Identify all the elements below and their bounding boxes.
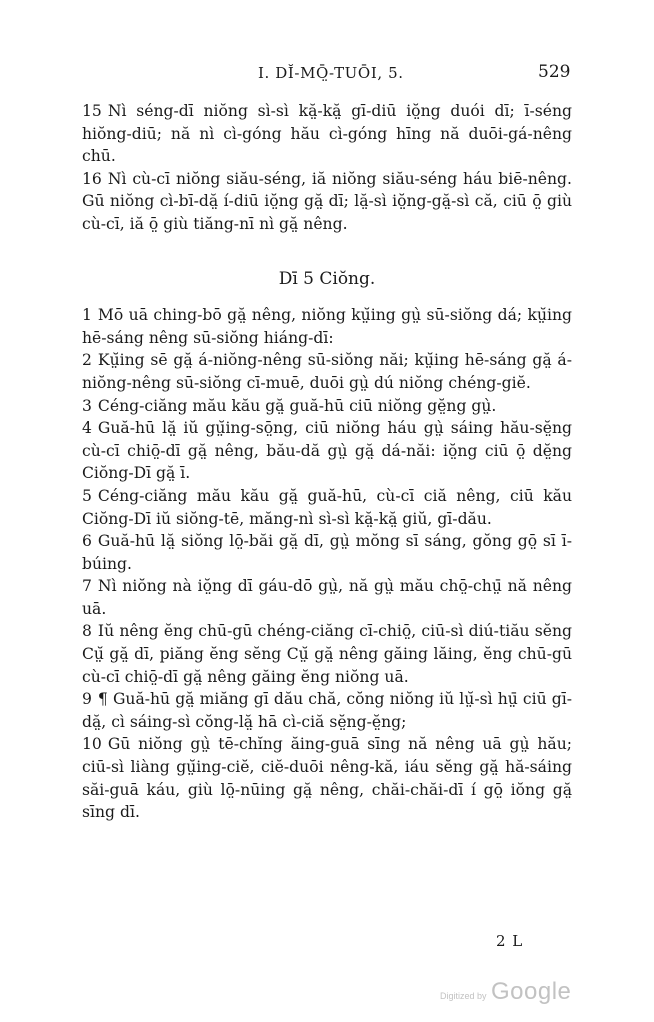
verse-2 — [82, 349, 572, 394]
verse-text: Mō uā ching-bō gă̤ nêng, niŏng kṳ̆ing gṳ̀ sū-siŏng dá; kṳ̆ing hē-sáng nêng sū-siŏng hiáng-dī: — [82, 306, 572, 347]
verse-number: 10 — [82, 735, 102, 754]
section-gap — [82, 236, 572, 268]
chapter-heading: Dī 5 Ciŏng. — [278, 268, 376, 289]
digitized-watermark — [440, 978, 571, 1006]
running-head: I. DĬ-MŌ̤-TUŌI, 5. — [258, 64, 404, 82]
verse-text: Kṳ̆ing sē gă̤ á-niŏng-nêng sū-siŏng năi; kṳ̆ing hē-sáng gă̤ á-niŏng-nêng sū-siŏng cī-muē, duōi gṳ̀ dú niŏng chéng-giĕ. — [82, 351, 572, 392]
verse-number: 6 — [82, 532, 92, 551]
verse-number: 5 — [82, 486, 92, 505]
verse-7 — [82, 575, 572, 620]
verse-number: 9 — [82, 690, 92, 709]
verse-text: Céng-ciăng mău kău gă̤ guă-hū ciū niŏng gĕ̤ng gṳ̀. — [97, 396, 497, 415]
verse-text: ¶ Guă-hū gă̤ miăng gī dău chă, cŏng niŏng iŭ lṳ̆-sì hṳ̄ ciū gī-dă̤, cì sáing-sì cŏng-lă̤ hā cì-ciă sĕ̤ng-ĕ̤ng; — [82, 690, 572, 731]
verse-3 — [82, 395, 572, 418]
verse-text: Guă-hū lă̤ iŭ gṳ̆ing-sō̤ng, ciū niŏng háu gṳ̀ sáing hău-sĕ̤ng cù-cī chiō̤-dī gă̤ nêng, bău-dă gṳ̀ gă̤ dá-năi: iŏ̤ng ciū ō̤ dĕ̤ng Ciŏng-Dī gă̤ ī. — [82, 419, 572, 483]
verse-number: 16 — [82, 169, 102, 188]
verse-number: 3 — [82, 396, 92, 415]
verse-1 — [82, 304, 572, 349]
verse-number: 1 — [82, 306, 92, 325]
verse-15 — [82, 100, 572, 168]
verse-text: Céng-ciăng mău kău gă̤ guă-hū, cù-cī ciă nêng, ciū kău Ciŏng-Dī iŭ siŏng-tē, măng-nì sì-sì kă̤-kă̤ giŭ, gī-dău. — [82, 486, 572, 528]
verse-4 — [82, 417, 572, 485]
verse-number: 15 — [82, 102, 102, 120]
text-block — [82, 100, 572, 824]
verse-number: 2 — [82, 351, 92, 370]
verse-number: 8 — [82, 622, 92, 641]
verse-9 — [82, 688, 572, 733]
watermark-prefix: Digitized by — [440, 991, 487, 1001]
page-number: 529 — [538, 62, 571, 82]
verse-text: Nì cù-cī niŏng siău-séng, iă niŏng siău-séng háu biē-nêng. Gū niŏng cì-bī-dă̤ í-diū iŏ̤ng gă̤ dī; lă̤-sì iŏ̤ng-gă̤-sì că, ciū ō̤ giù cù-cī, iă ō̤ giù tiăng-nī nì gă̤ nêng. — [82, 169, 572, 233]
verse-text: Nì niŏng nà iŏ̤ng dī gáu-dō gṳ̀, nă gṳ̀ mău chō̤-chṳ̄ nă nêng uā. — [82, 577, 572, 618]
verse-number: 4 — [82, 419, 92, 438]
verse-text: Guă-hū lă̤ siŏng lō̤-băi gă̤ dī, gṳ̀ mŏng sī sáng, gŏng gō̤ sī ī-búing. — [82, 532, 572, 573]
signature-mark: 2 L — [496, 932, 524, 950]
verse-6 — [82, 530, 572, 575]
verse-text: Nì séng-dī niŏng sì-sì kă̤-kă̤ gī-diū iŏ̤ng duói dī; ī-séng hiŏng-diū; nă nì cì-góng hău cì-góng hīng nă duōi-gá-nêng chū. — [82, 102, 572, 166]
verse-8 — [82, 620, 572, 688]
page-header — [0, 64, 654, 88]
verse-5 — [82, 485, 572, 530]
verse-number: 7 — [82, 577, 92, 596]
watermark-brand: Google — [490, 978, 572, 1005]
verse-text: Gū niŏng gṳ̀ tē-chĭng ăing-guā sīng nă nêng uā gṳ̀ hău; ciū-sì liàng gṳ̆ing-ciĕ, ciĕ-duōi nêng-kă, iáu sĕng gă̤ hă-sáing săi-guā káu, giù lō̤-nūing gă̤ nêng, chăi-chăi-dī í gō̤ iŏng gă̤ sīng dī. — [82, 735, 572, 822]
verse-16 — [82, 168, 572, 236]
verse-10 — [82, 733, 572, 823]
verse-text: Iŭ nêng ĕng chū-gū chéng-ciăng cī-chiō̤, ciū-sì diú-tiău sĕng Cṳ̆ gă̤ dī, piăng ĕng sĕng Cṳ̆ gă̤ nêng găing lăing, ĕng chū-gū cù-cī chiō̤-dī gă̤ nêng găing ĕng niŏng uā. — [82, 622, 572, 686]
